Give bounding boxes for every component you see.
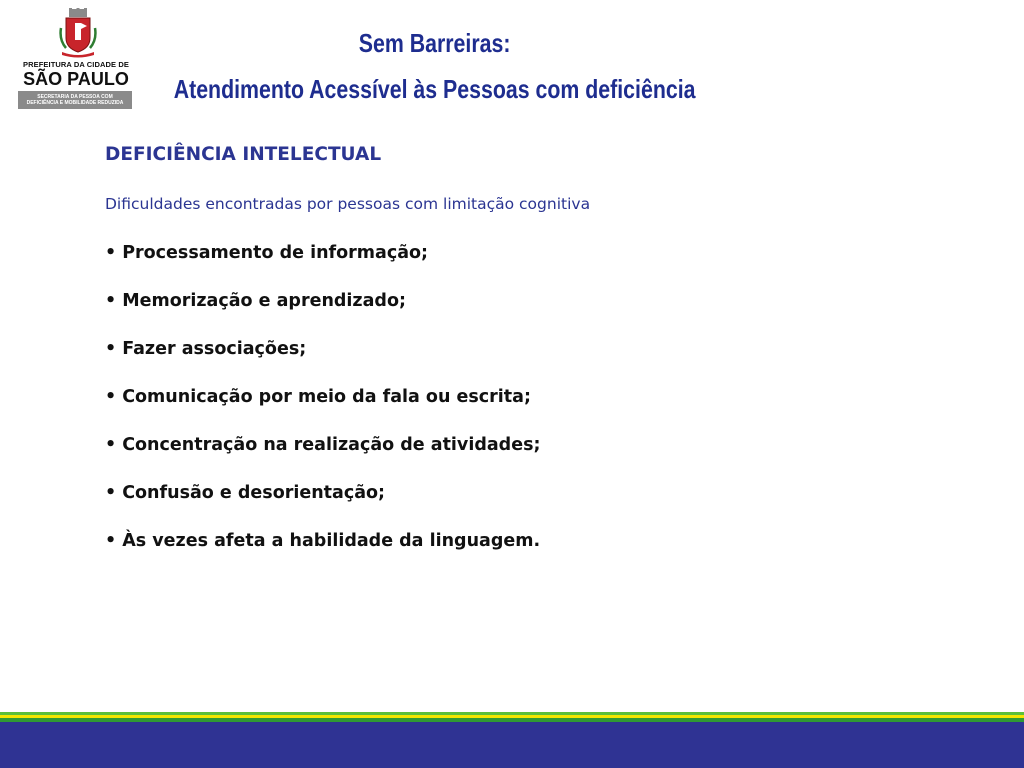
list-item-text: Confusão e desorientação; — [122, 483, 386, 503]
list-item-text: Concentração na realização de atividades; — [122, 435, 541, 455]
difficulties-list — [105, 240, 541, 576]
list-item — [105, 336, 541, 384]
footer-bar — [0, 722, 1024, 768]
list-item — [105, 528, 541, 576]
logo-sub-line1: SECRETARIA DA PESSOA COM — [37, 94, 113, 100]
list-item-text: Fazer associações; — [122, 339, 307, 359]
bullet-icon: • — [105, 291, 117, 311]
list-item — [105, 288, 541, 336]
bullet-icon: • — [105, 483, 117, 503]
list-item-text: Memorização e aprendizado; — [122, 291, 406, 311]
bullet-icon: • — [105, 387, 117, 407]
list-item — [105, 480, 541, 528]
page-title-line1: Sem Barreiras: — [358, 28, 511, 58]
logo-sub-line2: DEFICIÊNCIA E MOBILIDADE REDUZIDA — [26, 100, 124, 106]
bullet-icon: • — [105, 243, 117, 263]
list-item-text: Processamento de informação; — [122, 243, 429, 263]
bullet-icon: • — [105, 339, 117, 359]
page-title-line2: Atendimento Acessível às Pessoas com deficiência — [173, 74, 696, 104]
list-item-text: Às vezes afeta a habilidade da linguagem. — [122, 531, 541, 551]
list-item-text: Comunicação por meio da fala ou escrita; — [122, 387, 531, 407]
section-heading: DEFICIÊNCIA INTELECTUAL — [105, 144, 382, 165]
bullet-icon: • — [105, 435, 117, 455]
bullet-icon: • — [105, 531, 117, 551]
logo-line1: PREFEITURA DA CIDADE DE — [23, 60, 129, 69]
section-subheading: Dificuldades encontradas por pessoas com limitação cognitiva — [105, 195, 591, 213]
list-item — [105, 384, 541, 432]
list-item — [105, 240, 541, 288]
logo-line2: SÃO PAULO — [23, 69, 129, 89]
list-item — [105, 432, 541, 480]
